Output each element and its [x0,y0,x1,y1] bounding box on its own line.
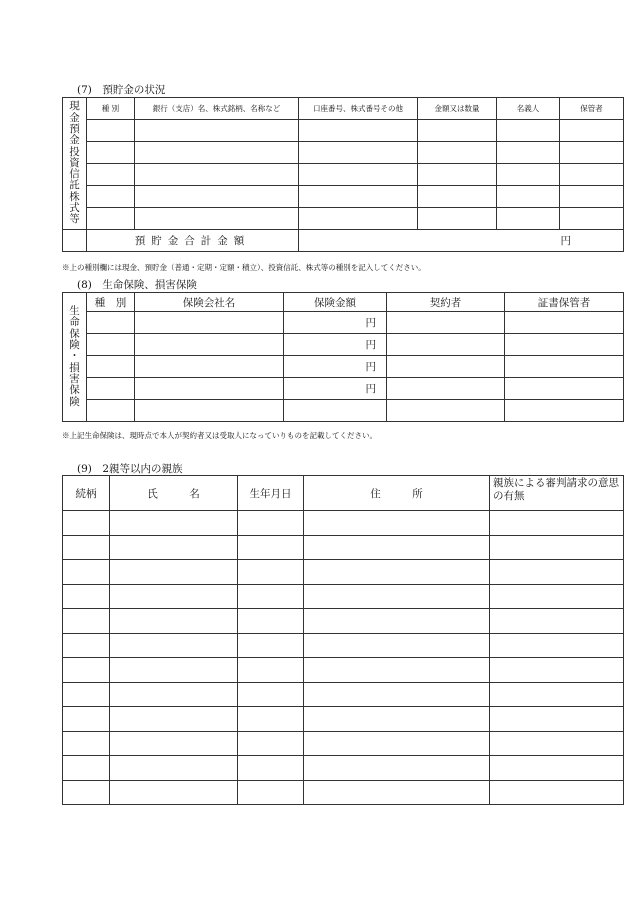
table-row [63,208,624,230]
col-name: 氏 名 [110,476,238,511]
col-relation: 続柄 [63,476,110,511]
table-row [63,142,624,164]
table-row [63,164,624,186]
table-row [63,609,624,634]
savings-total-amount[interactable]: 円 [299,230,624,252]
table-row [63,186,624,208]
insurance-table [62,292,624,422]
col-ins-type: 種 別 [87,293,135,312]
col-holder: 名義人 [497,98,560,120]
savings-total-label: 預貯金合計金額 [87,230,299,252]
table-row [63,633,624,658]
col-ins-amount: 保険金額 [284,293,387,312]
table-row [63,584,624,609]
table-row [63,560,624,585]
col-petition-intent: 親族による審判請求の意思の有無 [490,476,624,511]
table-row: 円 [63,312,624,334]
section-7-title: (7) 預貯金の状況 [77,84,166,96]
table-row: 円 [63,378,624,400]
table-row [63,780,624,805]
table-row [63,535,624,560]
insurance-side-label: 生 命 保 険 ・ 損 害 保 険 [63,293,87,422]
table-row [63,658,624,683]
col-bank-name: 銀行（支店）名、株式銘柄、名称など [135,98,299,120]
col-amount: 金額又は数量 [418,98,497,120]
table-row: 円 [63,334,624,356]
col-custodian: 保管者 [560,98,624,120]
table-row [63,707,624,732]
col-insurer: 保険会社名 [135,293,284,312]
table-row [63,682,624,707]
col-account-number: 口座番号、株式番号その他 [299,98,418,120]
section-8-title: (8) 生命保険、損害保険 [77,279,197,291]
section-9-title: (9) 2親等以内の親族 [77,463,183,475]
table-row: 円 [63,356,624,378]
col-address: 住 所 [304,476,490,511]
section-8-note: ※上記生命保険は、現時点で本人が契約者又は受取人になっていりものを記載してください。 [62,431,377,440]
savings-side-label: 現 金 預 金 投 資 信 託 株 式 等 [63,98,87,230]
table-row [63,756,624,781]
savings-table [62,97,624,252]
table-row [63,400,624,422]
savings-total-row [63,230,624,252]
table-row [63,120,624,142]
col-contractor: 契約者 [387,293,505,312]
col-type: 種 別 [87,98,135,120]
table-row [63,511,624,536]
relatives-table [62,475,624,805]
section-7-note: ※上の種別欄には現金、預貯金（普通・定期・定額・積立）、投資信託、株式等の種別を記入してください。 [62,263,426,272]
col-birthdate: 生年月日 [238,476,304,511]
col-certificate-custodian: 証書保管者 [505,293,624,312]
table-row [63,731,624,756]
